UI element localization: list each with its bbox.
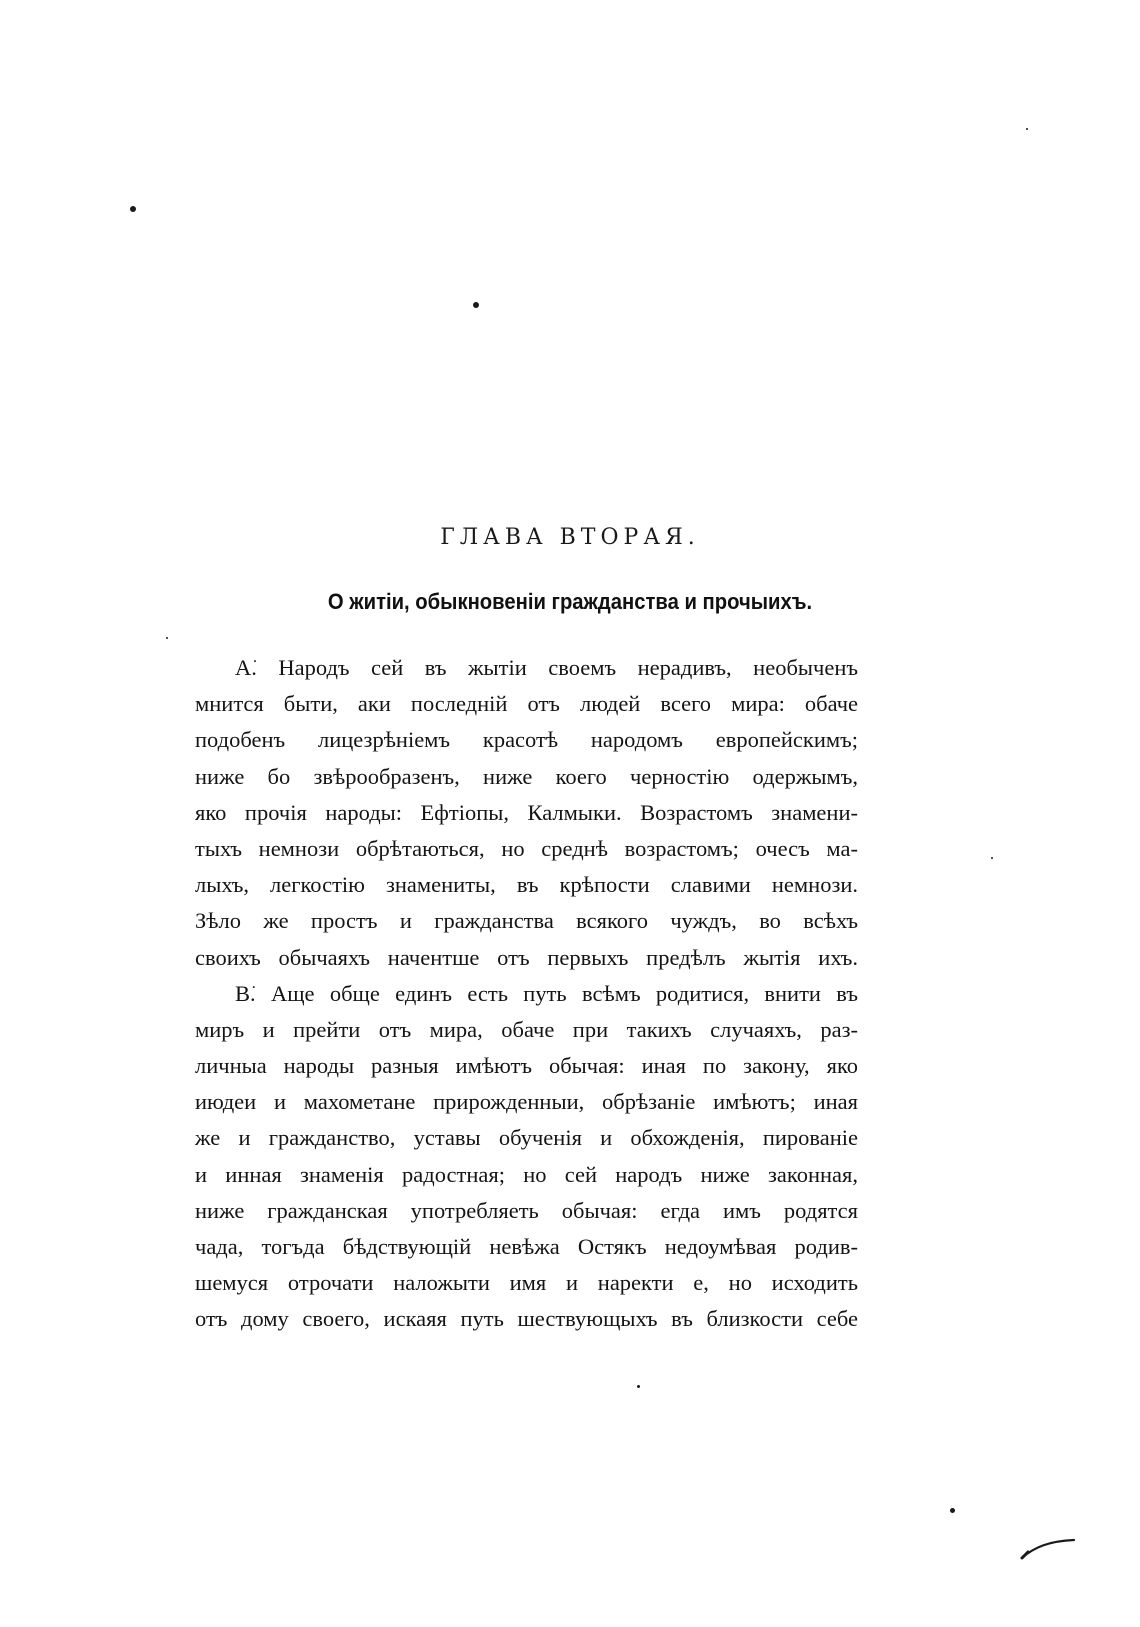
scan-speck — [950, 1508, 955, 1513]
paragraph-1 — [195, 650, 858, 976]
scan-speck — [130, 206, 136, 212]
text-line: своихъ обычаяхъ начентше отъ первыхъ предѣлъ жытія ихъ. — [195, 944, 858, 970]
text-line: июдеи и махометане прирожденныи, обрѣзаніе имѣютъ; иная — [195, 1089, 858, 1115]
text-line: шемуся отрочати наложыти имя и наректи е, но исходить — [195, 1270, 858, 1296]
text-line: отъ дому своего, искаяя путь шествующыхъ въ близкости себе — [195, 1306, 858, 1332]
scan-speck — [1026, 128, 1028, 130]
text-line: же и гражданство, уставы обученія и обхожденія, пированіе — [195, 1125, 858, 1151]
chapter-subtitle: О житіи, обыкновеніи гражданства и прочыихъ. — [327, 589, 813, 614]
text-line: мнится быти, аки последній отъ людей всего мира: обаче — [195, 691, 858, 717]
text-line: яко прочія народы: Ефтіопы, Калмыки. Возрастомъ знамени- — [195, 799, 858, 825]
text-line: ниже гражданская употребляеть обычая: егда имъ родятся — [195, 1197, 858, 1223]
chapter-title: ГЛАВА ВТОРАЯ. — [440, 525, 700, 550]
scan-speck — [637, 1385, 640, 1388]
text-line: чада, тогъда бѣдствующій невѣжа Остякъ недоумѣвая родив- — [195, 1234, 858, 1259]
body-text — [195, 650, 858, 1338]
text-line: В͘. Аще обще единъ есть путь всѣмъ родитися, внити въ — [235, 980, 858, 1006]
text-line: ниже бо звѣрообразенъ, ниже коего черностію одержымъ, — [195, 763, 858, 789]
text-line: миръ и прейти отъ мира, обаче при такихъ случаяхъ, раз- — [195, 1016, 858, 1042]
text-line: Зѣло же простъ и гражданства всякого чуждъ, во всѣхъ — [195, 908, 858, 934]
text-line: подобенъ лицезрѣніемъ красотѣ народомъ европейскимъ; — [195, 727, 858, 753]
ink-stroke-mark — [1020, 1535, 1076, 1561]
text-line: личныа народы разныя имѣютъ обычая: иная по закону, яко — [195, 1053, 858, 1079]
scan-speck — [166, 637, 168, 639]
text-line: лыхъ, легкостію знамениты, въ крѣпости славими немнози. — [195, 872, 858, 898]
scan-speck — [991, 857, 993, 859]
text-line: и инная знаменія радостная; но сей народъ ниже законная, — [195, 1161, 858, 1187]
paragraph-2 — [195, 976, 858, 1338]
text-line: А͘. Народъ сей въ жытіи своемъ нерадивъ, необыченъ — [235, 655, 858, 680]
text-line: тыхъ немнози обрѣтаються, но среднѣ возрастомъ; очесъ ма- — [195, 835, 858, 861]
scan-speck — [473, 302, 479, 308]
